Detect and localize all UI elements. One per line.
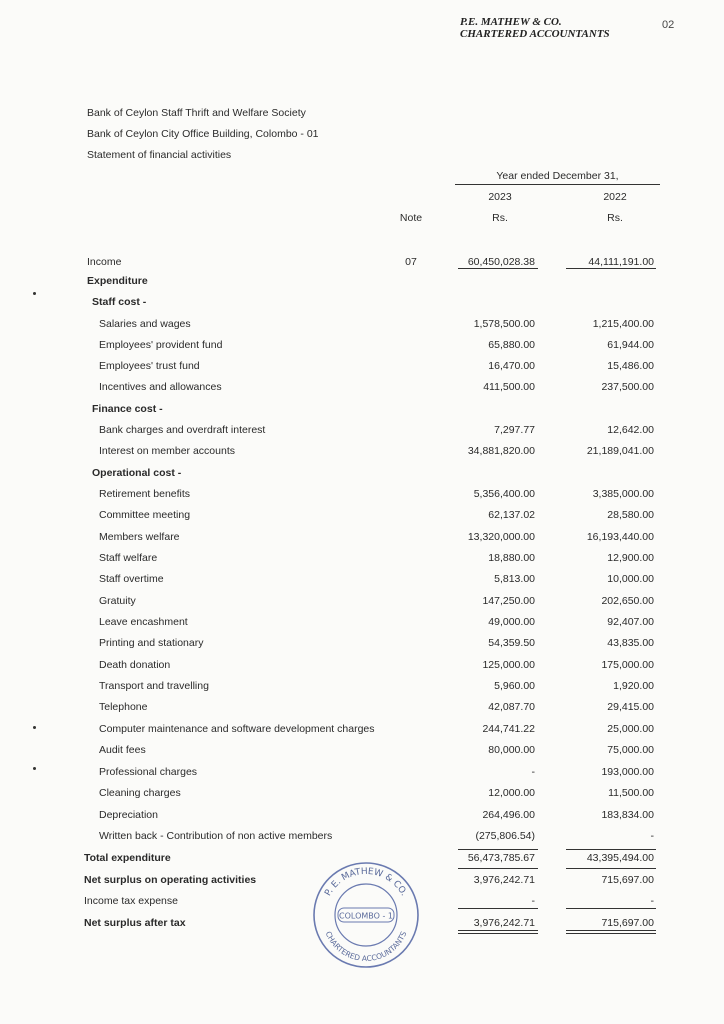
- value-2022: 75,000.00: [607, 744, 654, 756]
- row-label: Expenditure: [87, 275, 148, 287]
- row-label: Written back - Contribution of non active members: [99, 830, 333, 842]
- table-row: [0, 700, 724, 714]
- svg-text:CHARTERED ACCOUNTANTS: CHARTERED ACCOUNTANTS: [323, 929, 409, 964]
- margin-mark: [33, 292, 36, 295]
- value-2022: 3,385,000.00: [592, 488, 654, 500]
- row-label: Professional charges: [99, 766, 198, 778]
- value-2023: 125,000.00: [482, 659, 535, 671]
- svg-text:P. E. MATHEW & CO.: P. E. MATHEW & CO.: [323, 866, 409, 898]
- value-2023: 18,880.00: [488, 552, 535, 564]
- table-row: [0, 722, 724, 736]
- row-label: Computer maintenance and software development charges: [99, 723, 375, 735]
- table-row: [0, 636, 724, 650]
- value-2023: 7,297.77: [494, 424, 535, 436]
- row-label: Members welfare: [99, 531, 180, 543]
- value-2023: 80,000.00: [488, 744, 535, 756]
- row-label: Net surplus on operating activities: [84, 874, 257, 886]
- value-2022: 183,834.00: [601, 809, 654, 821]
- value-2023: 12,000.00: [488, 787, 535, 799]
- value-2022: 12,642.00: [607, 424, 654, 436]
- value-2023: 13,320,000.00: [467, 531, 535, 543]
- page-number: 02: [662, 19, 675, 31]
- row-label: Staff welfare: [99, 552, 158, 564]
- value-2023: 42,087.70: [488, 701, 535, 713]
- value-2023: 3,976,242.71: [473, 917, 535, 929]
- value-2023: 16,470.00: [488, 360, 535, 372]
- table-row: [0, 615, 724, 629]
- table-row: [0, 658, 724, 672]
- table-row: [0, 679, 724, 693]
- final-underline-2023-a: [458, 930, 538, 931]
- value-2022: 12,900.00: [607, 552, 654, 564]
- table-row: [0, 743, 724, 757]
- row-label: Incentives and allowances: [99, 381, 222, 393]
- value-2022: 715,697.00: [601, 874, 654, 886]
- subtotal-rule-2023: [458, 849, 538, 850]
- row-label: Employees' trust fund: [99, 360, 200, 372]
- value-2023: 60,450,028.38: [467, 256, 535, 268]
- table-row: [0, 423, 724, 437]
- row-label: Leave encashment: [99, 616, 188, 628]
- value-2022: 11,500.00: [608, 787, 654, 799]
- value-2022: 193,000.00: [601, 766, 654, 778]
- row-label: Gratuity: [99, 595, 136, 607]
- period-header: Year ended December 31,: [455, 170, 660, 185]
- value-2023: 65,880.00: [488, 339, 535, 351]
- row-label: Cleaning charges: [99, 787, 181, 799]
- value-2023: 3,976,242.71: [473, 874, 535, 886]
- value-2023: 147,250.00: [482, 595, 535, 607]
- row-label: Employees' provident fund: [99, 339, 223, 351]
- row-label: Staff cost -: [92, 296, 147, 308]
- value-2022: 202,650.00: [601, 595, 654, 607]
- value-2023: -: [531, 895, 535, 907]
- value-2022: 237,500.00: [601, 381, 654, 393]
- final-underline-2022-a: [566, 930, 656, 931]
- value-2022: 25,000.00: [607, 723, 654, 735]
- row-label: Income: [87, 256, 122, 268]
- row-label: Committee meeting: [99, 509, 191, 521]
- row-label: Depreciation: [99, 809, 158, 821]
- table-row: [0, 274, 724, 288]
- table-row: [0, 808, 724, 822]
- table-row: [0, 572, 724, 586]
- statement-title: Statement of financial activities: [87, 149, 232, 161]
- firm-name: P.E. MATHEW & CO.: [460, 16, 562, 28]
- value-2023: -: [531, 766, 535, 778]
- organization-address: Bank of Ceylon City Office Building, Colombo - 01: [87, 128, 319, 140]
- value-2022: 715,697.00: [601, 917, 654, 929]
- value-2023: 49,000.00: [488, 616, 535, 628]
- table-row: [0, 829, 724, 843]
- margin-mark: [33, 767, 36, 770]
- table-row: [0, 508, 724, 522]
- value-2023: 5,813.00: [494, 573, 535, 585]
- row-label: Operational cost -: [92, 467, 182, 479]
- table-row: [0, 466, 724, 480]
- final-underline-2022-b: [566, 933, 656, 934]
- table-row: [0, 765, 724, 779]
- value-2023: 411,500.00: [483, 381, 535, 393]
- value-2022: 43,835.00: [607, 637, 654, 649]
- table-row: [0, 338, 724, 352]
- table-row: [0, 317, 724, 331]
- firm-name-header: [460, 16, 610, 40]
- value-2022: 29,415.00: [607, 701, 654, 713]
- table-row: [0, 359, 724, 373]
- row-label: Net surplus after tax: [84, 917, 186, 929]
- value-2023: 264,496.00: [482, 809, 535, 821]
- value-2022: 1,215,400.00: [592, 318, 654, 330]
- tax-rule-2022: [566, 908, 656, 909]
- row-label: Salaries and wages: [99, 318, 191, 330]
- value-2023: (275,806.54): [475, 830, 535, 842]
- value-2022: 21,189,041.00: [586, 445, 654, 457]
- table-row: [0, 444, 724, 458]
- note-header: Note: [399, 212, 423, 224]
- row-label: Income tax expense: [84, 895, 178, 907]
- value-2022: 28,580.00: [607, 509, 654, 521]
- row-label: Printing and stationary: [99, 637, 204, 649]
- income-underline-2023: [458, 268, 538, 269]
- currency-prior-header: Rs.: [607, 212, 623, 224]
- table-row: [0, 786, 724, 800]
- value-2022: -: [650, 830, 654, 842]
- organization-name: Bank of Ceylon Staff Thrift and Welfare Society: [87, 107, 306, 119]
- final-underline-2023-b: [458, 933, 538, 934]
- row-note: 07: [405, 256, 417, 268]
- firm-designation: CHARTERED ACCOUNTANTS: [460, 28, 610, 40]
- value-2022: 43,395,494.00: [586, 852, 654, 864]
- year-prior-header: 2022: [603, 191, 627, 203]
- value-2023: 5,960.00: [494, 680, 535, 692]
- value-2022: 10,000.00: [607, 573, 654, 585]
- year-current-header: 2023: [488, 191, 512, 203]
- currency-current-header: Rs.: [492, 212, 508, 224]
- value-2022: 175,000.00: [601, 659, 654, 671]
- subtotal-rule-2022: [566, 849, 656, 850]
- row-label: Transport and travelling: [99, 680, 209, 692]
- row-label: Interest on member accounts: [99, 445, 235, 457]
- value-2023: 62,137.02: [488, 509, 535, 521]
- tax-rule-2023: [458, 908, 538, 909]
- value-2022: 61,944.00: [607, 339, 654, 351]
- row-label: Audit fees: [99, 744, 146, 756]
- value-2022: 44,111,191.00: [588, 256, 654, 268]
- value-2023: 5,356,400.00: [473, 488, 535, 500]
- table-row: [0, 402, 724, 416]
- income-underline-2022: [566, 268, 656, 269]
- row-label: Death donation: [99, 659, 171, 671]
- row-label: Retirement benefits: [99, 488, 191, 500]
- table-row: [0, 255, 724, 269]
- table-row: [0, 295, 724, 309]
- table-row: [0, 551, 724, 565]
- margin-mark: [33, 726, 36, 729]
- value-2022: 92,407.00: [607, 616, 654, 628]
- value-2022: 1,920.00: [613, 680, 654, 692]
- value-2023: 34,881,820.00: [467, 445, 535, 457]
- svg-text:COLOMBO - 1: COLOMBO - 1: [339, 911, 393, 921]
- value-2022: 15,486.00: [607, 360, 654, 372]
- table-row: [0, 487, 724, 501]
- row-label: Bank charges and overdraft interest: [99, 424, 266, 436]
- firm-seal-stamp: [311, 860, 421, 970]
- total-underline-2023: [458, 868, 538, 869]
- table-row: [0, 594, 724, 608]
- row-label: Telephone: [99, 701, 148, 713]
- row-label: Staff overtime: [99, 573, 164, 585]
- value-2023: 1,578,500.00: [473, 318, 535, 330]
- value-2022: -: [650, 895, 654, 907]
- value-2023: 244,741.22: [482, 723, 535, 735]
- row-label: Total expenditure: [84, 852, 171, 864]
- table-row: [0, 530, 724, 544]
- total-underline-2022: [566, 868, 656, 869]
- table-row: [0, 380, 724, 394]
- value-2023: 54,359.50: [488, 637, 535, 649]
- row-label: Finance cost -: [92, 403, 163, 415]
- value-2023: 56,473,785.67: [467, 852, 535, 864]
- value-2022: 16,193,440.00: [586, 531, 654, 543]
